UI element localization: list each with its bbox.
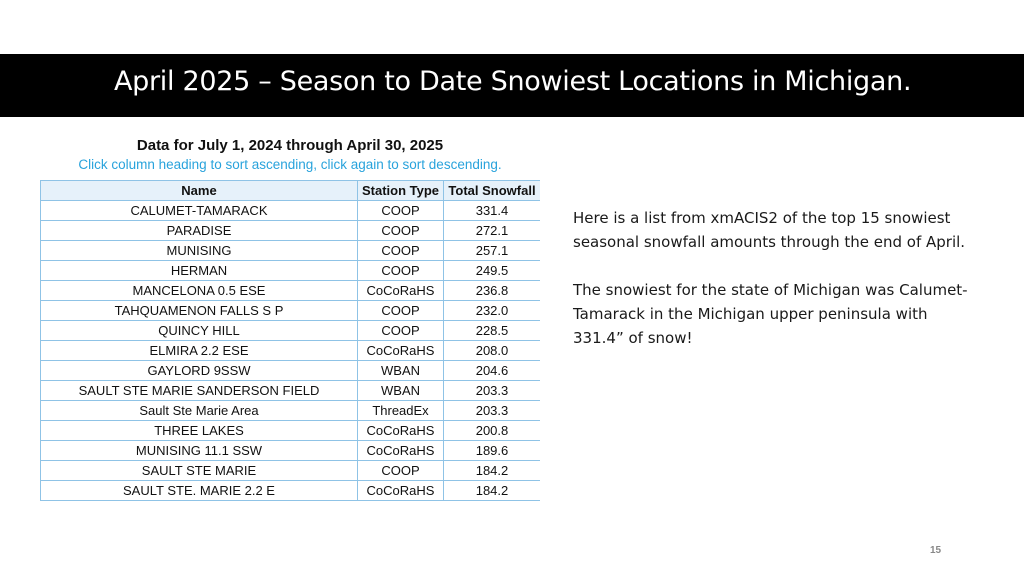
total-snowfall-cell: 232.0	[444, 301, 541, 321]
station-type-cell: CoCoRaHS	[358, 281, 444, 301]
station-name-cell: THREE LAKES	[41, 421, 358, 441]
station-name-cell: HERMAN	[41, 261, 358, 281]
table-row	[41, 321, 541, 341]
table-row	[41, 301, 541, 321]
station-name-cell: SAULT STE MARIE SANDERSON FIELD	[41, 381, 358, 401]
total-snowfall-cell: 228.5	[444, 321, 541, 341]
description-text	[573, 206, 973, 350]
station-name-cell: QUINCY HILL	[41, 321, 358, 341]
sort-instructions: Click column heading to sort ascending, click again to sort descending.	[78, 157, 502, 172]
column-header-total-snowfall[interactable]: Total Snowfall	[444, 181, 541, 201]
column-header-station-type[interactable]: Station Type	[358, 181, 444, 201]
station-type-cell: COOP	[358, 201, 444, 221]
table-row	[41, 221, 541, 241]
snowfall-table-container	[40, 180, 540, 501]
total-snowfall-cell: 189.6	[444, 441, 541, 461]
total-snowfall-cell: 184.2	[444, 461, 541, 481]
station-type-cell: CoCoRaHS	[358, 441, 444, 461]
station-type-cell: COOP	[358, 321, 444, 341]
total-snowfall-cell: 257.1	[444, 241, 541, 261]
slide-title: April 2025 – Season to Date Snowiest Locations in Michigan.	[114, 66, 912, 97]
total-snowfall-cell: 236.8	[444, 281, 541, 301]
station-name-cell: SAULT STE MARIE	[41, 461, 358, 481]
table-row	[41, 381, 541, 401]
table-row	[41, 281, 541, 301]
station-type-cell: CoCoRaHS	[358, 421, 444, 441]
page-number: 15	[930, 545, 942, 556]
station-type-cell: ThreadEx	[358, 401, 444, 421]
total-snowfall-cell: 200.8	[444, 421, 541, 441]
station-name-cell: TAHQUAMENON FALLS S P	[41, 301, 358, 321]
column-header-name[interactable]: Name	[41, 181, 358, 201]
station-type-cell: WBAN	[358, 381, 444, 401]
description-paragraph: Here is a list from xmACIS2 of the top 15 snowiest seasonal snowfall amounts through the end of April.	[573, 209, 966, 251]
total-snowfall-cell: 331.4	[444, 201, 541, 221]
station-name-cell: CALUMET-TAMARACK	[41, 201, 358, 221]
table-row	[41, 401, 541, 421]
table-body	[41, 201, 541, 501]
snowfall-table	[40, 180, 540, 501]
description-paragraph: The snowiest for the state of Michigan was Calumet-Tamarack in the Michigan upper peninsula with 331.4” of snow!	[573, 281, 968, 347]
total-snowfall-cell: 203.3	[444, 401, 541, 421]
station-type-cell: CoCoRaHS	[358, 481, 444, 501]
station-name-cell: MUNISING	[41, 241, 358, 261]
table-row	[41, 261, 541, 281]
station-type-cell: COOP	[358, 261, 444, 281]
station-type-cell: COOP	[358, 241, 444, 261]
station-name-cell: GAYLORD 9SSW	[41, 361, 358, 381]
station-name-cell: Sault Ste Marie Area	[41, 401, 358, 421]
table-header-row	[41, 181, 541, 201]
table-row	[41, 361, 541, 381]
table-row	[41, 241, 541, 261]
station-type-cell: WBAN	[358, 361, 444, 381]
table-row	[41, 421, 541, 441]
total-snowfall-cell: 203.3	[444, 381, 541, 401]
station-name-cell: ELMIRA 2.2 ESE	[41, 341, 358, 361]
table-row	[41, 201, 541, 221]
station-name-cell: MANCELONA 0.5 ESE	[41, 281, 358, 301]
table-row	[41, 441, 541, 461]
total-snowfall-cell: 272.1	[444, 221, 541, 241]
total-snowfall-cell: 208.0	[444, 341, 541, 361]
station-type-cell: COOP	[358, 301, 444, 321]
total-snowfall-cell: 249.5	[444, 261, 541, 281]
station-type-cell: CoCoRaHS	[358, 341, 444, 361]
total-snowfall-cell: 184.2	[444, 481, 541, 501]
station-name-cell: SAULT STE. MARIE 2.2 E	[41, 481, 358, 501]
table-row	[41, 461, 541, 481]
station-name-cell: MUNISING 11.1 SSW	[41, 441, 358, 461]
table-row	[41, 341, 541, 361]
station-type-cell: COOP	[358, 461, 444, 481]
total-snowfall-cell: 204.6	[444, 361, 541, 381]
table-date-range-heading: Data for July 1, 2024 through April 30, 2025	[136, 137, 444, 154]
station-name-cell: PARADISE	[41, 221, 358, 241]
table-row	[41, 481, 541, 501]
station-type-cell: COOP	[358, 221, 444, 241]
